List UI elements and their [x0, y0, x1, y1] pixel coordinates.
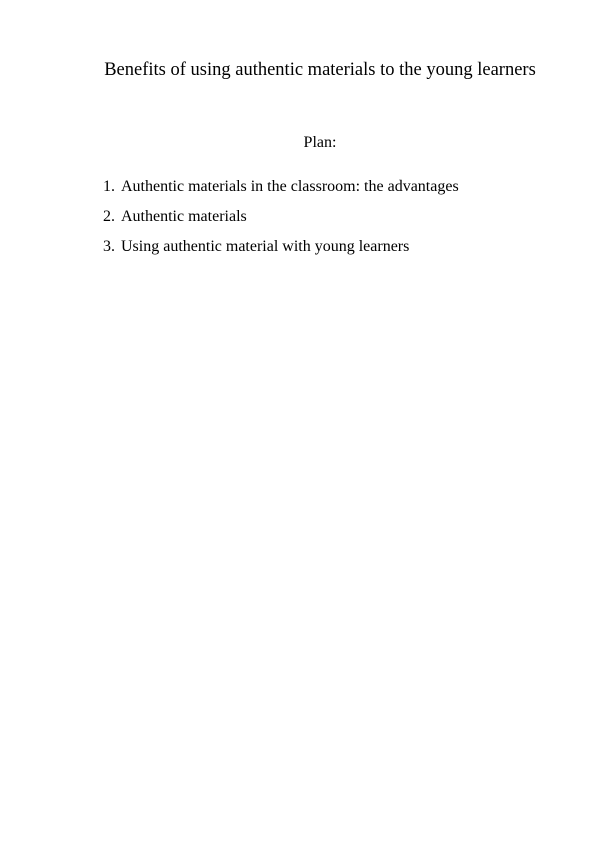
plan-list-item: [103, 232, 459, 262]
plan-item-text: Using authentic material with young learners: [121, 238, 410, 255]
plan-list-item: [103, 202, 459, 232]
plan-item-number: 3.: [103, 238, 115, 255]
document-title: Benefits of using authentic materials to the young learners: [104, 60, 536, 80]
plan-item-text: Authentic materials in the classroom: the advantages: [121, 178, 459, 195]
plan-list: [103, 172, 459, 262]
plan-item-text: Authentic materials: [121, 208, 247, 225]
plan-list-item: [103, 172, 459, 202]
plan-heading: Plan:: [303, 134, 337, 151]
plan-item-number: 2.: [103, 208, 115, 225]
plan-item-number: 1.: [103, 178, 115, 195]
